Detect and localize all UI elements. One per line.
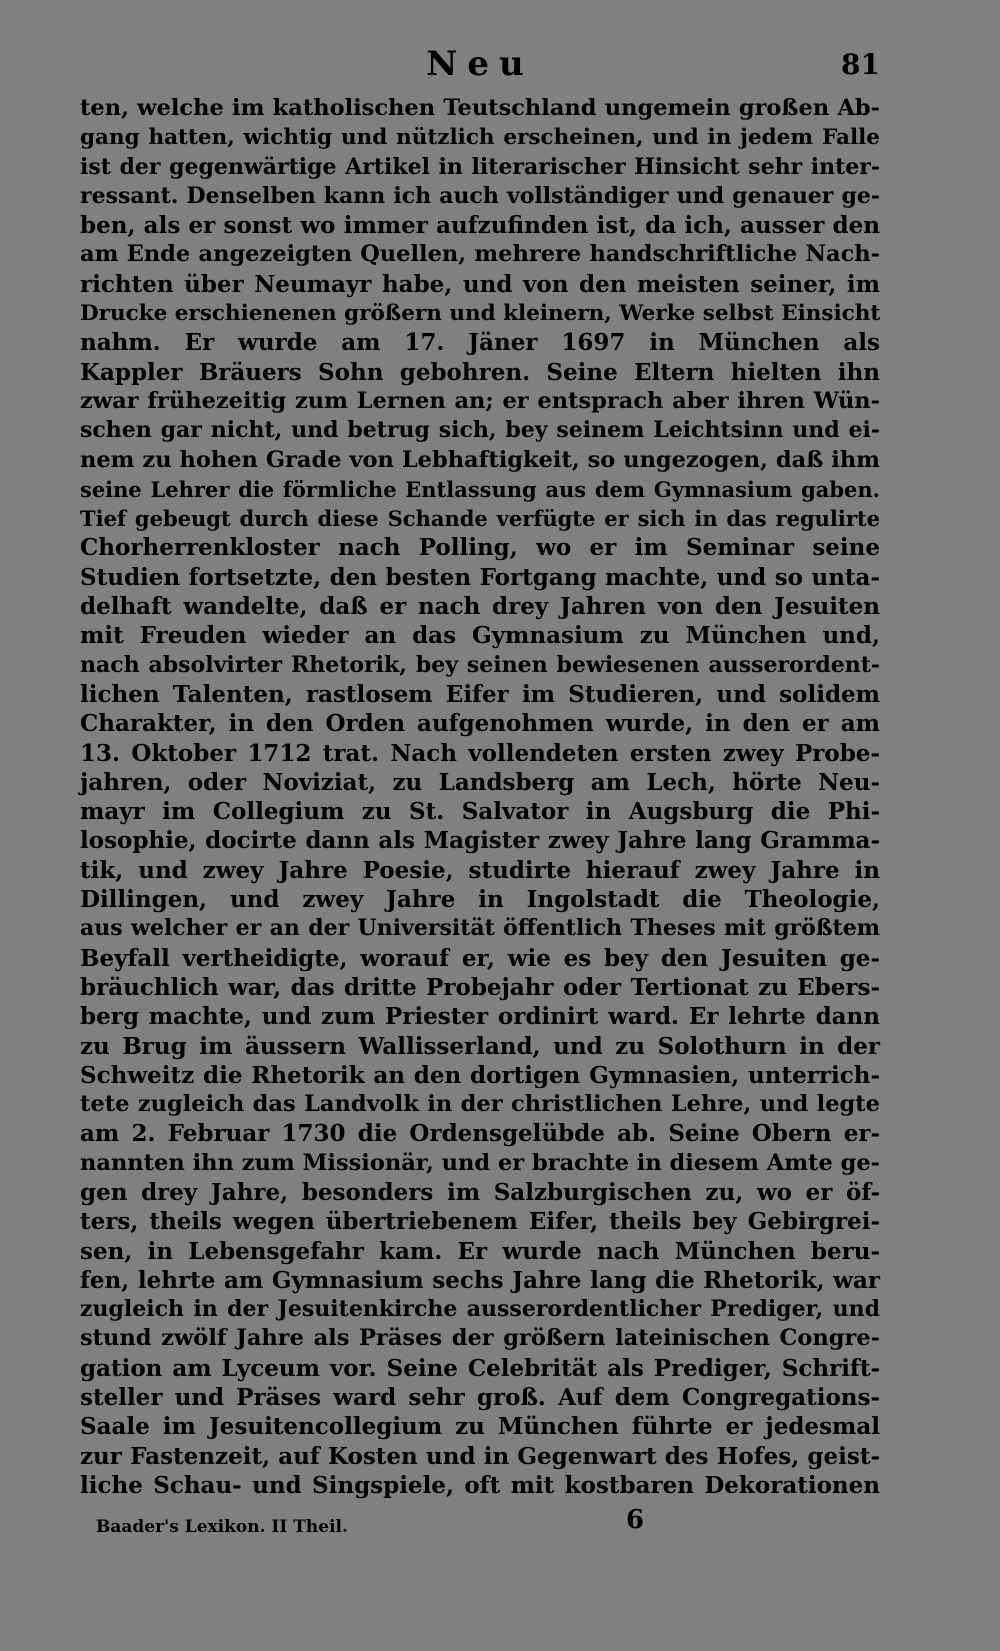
text-line: Schweitz die Rhetorik an den dortigen Gymnasien, unterrich-: [80, 1061, 880, 1089]
text-line: nach absolvirter Rhetorik, bey seinen bewiesenen ausserordent-: [80, 651, 880, 678]
text-line: Kappler Bräuers Sohn gebohren. Seine Eltern hielten ihn: [80, 358, 880, 386]
text-line: schen gar nicht, und betrug sich, bey seinem Leichtsinn und ei-: [80, 417, 880, 444]
body-text: [80, 94, 880, 1500]
text-line: Dillingen, und zwey Jahre in Ingolstadt die Theologie,: [80, 886, 880, 914]
text-line: Charakter, in den Orden aufgenohmen wurde, in den er am: [80, 710, 880, 738]
text-line: berg machte, und zum Priester ordinirt ward. Er lehrte dann: [80, 1003, 880, 1031]
text-line: mit Freuden wieder an das Gymnasium zu München und,: [80, 622, 880, 650]
text-line: bräuchlich war, das dritte Probejahr oder Tertionat zu Ebers-: [80, 973, 880, 1001]
signature-mark: 6: [626, 1505, 645, 1535]
text-line: richten über Neumayr habe, und von den meisten seiner, im: [80, 270, 880, 298]
text-line: Chorherrenkloster nach Polling, wo er im Seminar seine: [80, 534, 880, 562]
text-line: stund zwölf Jahre als Präses der größern lateinischen Congre-: [80, 1325, 880, 1352]
text-line: steller und Präses ward sehr groß. Auf dem Congregations-: [80, 1384, 880, 1412]
text-line: Beyfall vertheidigte, worauf er, wie es bey den Jesuiten ge-: [80, 944, 880, 972]
text-line: tik, und zwey Jahre Poesie, studirte hierauf zwey Jahre in: [80, 856, 880, 884]
text-line: zwar frühezeitig zum Lernen an; er entsprach aber ihren Wün-: [80, 387, 880, 414]
text-line: nannten ihn zum Missionär, und er brachte in diesem Amte ge-: [80, 1149, 880, 1176]
text-line: zur Fastenzeit, auf Kosten und in Gegenwart des Hofes, geist-: [80, 1442, 880, 1470]
text-line: ten, welche im katholischen Teutschland ungemein großen Ab-: [80, 95, 880, 121]
text-line: mayr im Collegium zu St. Salvator in Augsburg die Phi-: [80, 798, 880, 826]
text-line: gang hatten, wichtig und nützlich erscheinen, und in jedem Falle: [80, 125, 880, 151]
text-line: tete zugleich das Landvolk in der christlichen Lehre, und legte: [80, 1091, 880, 1118]
text-line: jahren, oder Noviziat, zu Landsberg am Lech, hörte Neu-: [80, 768, 880, 796]
text-line: am 2. Februar 1730 die Ordensgelübde ab. Seine Obern er-: [80, 1120, 880, 1148]
text-line: 13. Oktober 1712 trat. Nach vollendeten ersten zwey Probe-: [80, 739, 880, 767]
page-number: 81: [841, 48, 880, 81]
running-head: Neu: [426, 44, 534, 84]
text-line: gation am Lyceum vor. Seine Celebrität als Prediger, Schrift-: [80, 1354, 880, 1382]
text-line: ressant. Denselben kann ich auch vollständiger und genauer ge-: [80, 182, 880, 209]
text-line: sen, in Lebensgefahr kam. Er wurde nach München beru-: [80, 1237, 880, 1265]
text-line: zugleich in der Jesuitenkirche ausserordentlicher Prediger, und: [80, 1296, 880, 1323]
text-line: Studien fortsetzte, den besten Fortgang machte, und so unta-: [80, 563, 880, 591]
text-line: Saale im Jesuitencollegium zu München führte er jedesmal: [80, 1413, 880, 1441]
text-line: zu Brug im äussern Wallisserland, und zu Solothurn in der: [80, 1032, 880, 1060]
text-line: gen drey Jahre, besonders im Salzburgischen zu, wo er öf-: [80, 1178, 880, 1206]
text-line: ters, theils wegen übertriebenem Eifer, theils bey Gebirgrei-: [80, 1208, 880, 1236]
text-line: ist der gegenwärtige Artikel in literarischer Hinsicht sehr inter-: [80, 153, 880, 180]
text-line: am Ende angezeigten Quellen, mehrere handschriftliche Nach-: [80, 241, 880, 268]
signature-note: Baader's Lexikon. II Theil.: [96, 1517, 348, 1537]
text-line: nahm. Er wurde am 17. Jäner 1697 in München als: [80, 329, 880, 357]
page-header: [80, 44, 880, 94]
text-line: ben, als er sonst wo immer aufzufinden ist, da ich, ausser den: [80, 212, 880, 240]
text-line: seine Lehrer die förmliche Entlassung aus dem Gymnasium gaben.: [80, 476, 880, 502]
text-line: lichen Talenten, rastlosem Eifer im Studieren, und solidem: [80, 680, 880, 708]
text-line: Tief gebeugt durch diese Schande verfügte er sich in das regulirte: [80, 506, 880, 532]
text-line: aus welcher er an der Universität öffentlich Theses mit größtem: [80, 915, 880, 942]
text-line: liche Schau- und Singspiele, oft mit kostbaren Dekorationen: [80, 1471, 880, 1499]
text-line: Drucke erschienenen größern und kleinern, Werke selbst Einsicht: [80, 301, 881, 327]
text-line: losophie, docirte dann als Magister zwey Jahre lang Gramma-: [80, 827, 880, 855]
text-line: delhaft wandelte, daß er nach drey Jahren von den Jesuiten: [80, 593, 880, 621]
page-footer: [80, 1507, 880, 1547]
text-line: fen, lehrte am Gymnasium sechs Jahre lang die Rhetorik, war: [80, 1266, 880, 1294]
text-line: nem zu hohen Grade von Lebhaftigkeit, so ungezogen, daß ihm: [80, 446, 880, 473]
